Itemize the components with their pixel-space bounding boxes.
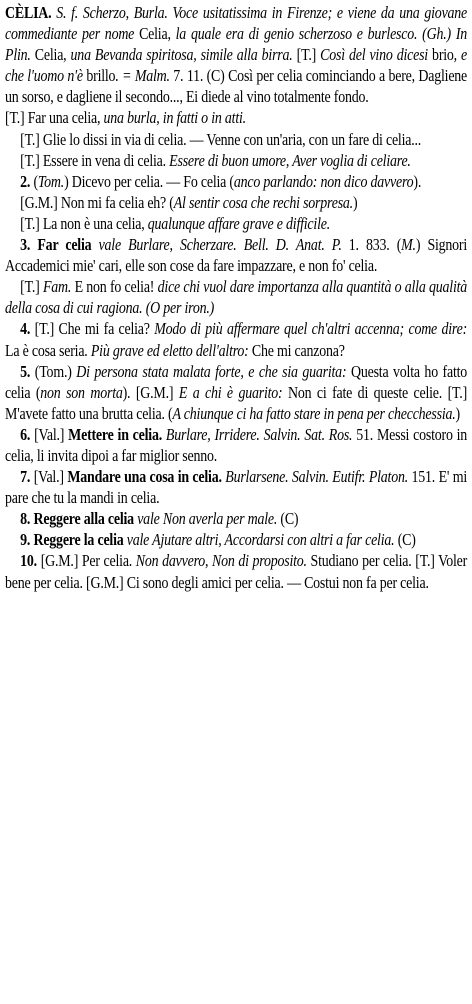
roman-text: [G.M.] Non mi fa celia eh? (	[20, 192, 174, 212]
entry-sense-paragraph	[5, 318, 467, 360]
entry-sense-paragraph	[5, 171, 467, 192]
roman-text: [Val.]	[33, 467, 68, 487]
italic-text: E a chi è guarito:	[178, 382, 289, 402]
roman-text: Celia,	[139, 24, 176, 44]
italic-text: A chiunque ci ha fatto stare in pena per checchessia.	[172, 403, 456, 423]
roman-text: ).	[413, 171, 422, 191]
italic-text: , e che l'uomo n'è	[5, 45, 468, 86]
italic-text: M.	[401, 235, 416, 255]
bold-term: 8. Reggere alla celia	[20, 509, 138, 529]
entry-sense-paragraph	[5, 466, 467, 508]
roman-text: ) Signori Accademici mie' cari, elle son cose da fare impazzare, e non fo' celia.	[5, 235, 468, 276]
italic-text: vale Non averla per male.	[137, 509, 281, 529]
italic-text: Al sentir cosa che rechi sorpresa.	[173, 192, 353, 212]
italic-text: Burlare, Irridere. Salvin. Sat. Ros.	[165, 424, 357, 444]
italic-text: Burlarsene. Salvin. Eutifr. Platon.	[225, 467, 412, 487]
entry-sense-paragraph	[5, 192, 467, 213]
italic-text: una burla, in fatti o in atti.	[103, 108, 246, 128]
roman-text: Questa volta ho fatto celia (	[5, 361, 468, 402]
roman-text: [T.]	[20, 277, 43, 297]
entry-sense-paragraph	[5, 424, 467, 466]
roman-text: ). [G.M.]	[122, 382, 179, 402]
italic-text: Di persona stata malata forte, e che sia guarita:	[76, 361, 351, 381]
roman-text: brio	[432, 45, 454, 65]
bold-term: Mandare una cosa in celia.	[67, 467, 226, 487]
entry-sense-paragraph	[5, 150, 467, 171]
bold-term: 3. Far celia	[20, 235, 99, 255]
roman-text: Non ci fate di queste celie. [T.] M'avete fatto una brutta celia. (	[5, 382, 468, 423]
roman-text: )	[352, 192, 358, 212]
roman-text: (C)	[397, 530, 416, 550]
italic-text: vale Burlare, Scherzare. Bell. D. Anat. P.	[98, 235, 349, 255]
roman-text: [Val.]	[34, 424, 69, 444]
italic-text: Non davvero, Non di proposito.	[135, 551, 311, 571]
roman-text: [T.] Glie lo dissi in via di celia. — Venne con un'aria, con un fare di celia...	[20, 129, 422, 149]
dictionary-entry-celia	[5, 2, 467, 593]
bold-term: 9. Reggere la celia	[20, 530, 127, 550]
bold-term: CÈLIA.	[5, 3, 52, 22]
italic-text: una Bevanda spiritosa, simile alla birra.	[70, 45, 297, 65]
roman-text: ) Dicevo per celia. — Fo celia (	[64, 171, 234, 191]
roman-text: (Tom.)	[34, 361, 77, 381]
roman-text: Celia,	[34, 45, 71, 65]
entry-headword-definition	[5, 2, 467, 107]
italic-text: Tom.	[37, 171, 65, 191]
entry-sense-paragraph	[5, 508, 467, 529]
bold-term: Mettere in celia.	[68, 424, 166, 444]
roman-text: [T.] Che mi fa celia?	[34, 319, 155, 339]
bold-term: 10.	[20, 551, 41, 571]
roman-text: (C)	[280, 509, 299, 529]
entry-sense-paragraph	[5, 529, 467, 550]
roman-text: [G.M.] Per celia.	[40, 551, 136, 571]
italic-text: dice chi vuol dare importanza alla quantità o alla qualità della cosa di cui ragiona. (O per iron.)	[5, 277, 468, 318]
roman-text: E non fo celia!	[74, 277, 158, 297]
roman-text: Studiano per celia. [T.] Voler bene per celia. [G.M.] Ci sono degli amici per celia. — Costui non fa per celia.	[5, 551, 468, 592]
roman-text: Che mi canzona?	[251, 340, 345, 360]
italic-text: la quale era di genio scherzoso e burlesco. (Gh.) In Plin.	[5, 24, 468, 65]
italic-text: vale Ajutare altri, Accordarsi con altri a far celia.	[126, 530, 398, 550]
entry-sense-paragraph	[5, 107, 467, 128]
roman-text: )	[455, 403, 460, 423]
bold-term: 2.	[20, 171, 34, 191]
italic-text: Essere di buon umore, Aver voglia di celiare.	[169, 150, 411, 170]
roman-text: La è cosa seria.	[5, 340, 91, 360]
bold-term: 4.	[20, 319, 35, 339]
roman-text: [T.]	[296, 45, 321, 65]
italic-text: anco parlando: non dico davvero	[233, 171, 414, 191]
entry-sense-paragraph	[5, 276, 467, 318]
italic-text: qualunque affare grave e difficile.	[147, 213, 330, 233]
italic-text: Scherzo, Burla. Voce usitatissima in Firenze; e viene da una giovane commediante per nome	[5, 3, 468, 44]
roman-text: [T.] Essere in vena di celia.	[20, 150, 170, 170]
roman-text: 51. Messi costoro in celia, li invita dipoi a far miglior senno.	[5, 424, 468, 465]
roman-text: 1. 833. (	[348, 235, 402, 255]
entry-sense-paragraph	[5, 129, 467, 150]
italic-text: Modo di più affermare quel ch'altri accenna; come dire:	[154, 319, 468, 339]
italic-text: Così del vino dicesi	[320, 45, 433, 65]
entry-sense-paragraph	[5, 213, 467, 234]
entry-sense-paragraph	[5, 361, 467, 424]
italic-text: . = Malm.	[115, 66, 174, 86]
bold-term: 7.	[20, 467, 34, 487]
italic-text: non son morta	[40, 382, 123, 402]
roman-text: brillo	[86, 66, 116, 86]
entry-sense-paragraph	[5, 234, 467, 276]
italic-text: S. f.	[51, 3, 83, 22]
italic-text: Fam.	[42, 277, 75, 297]
entry-sense-paragraph	[5, 550, 467, 592]
italic-text: Più grave ed eletto dell'altro:	[90, 340, 252, 360]
roman-text: [T.] Far una celia,	[5, 108, 104, 128]
roman-text: (	[33, 171, 38, 191]
roman-text: 151. E' mi pare che tu la mandi in celia.	[5, 467, 468, 508]
bold-term: 6.	[20, 424, 35, 444]
roman-text: 7. 11. (C) Così per celia cominciando a bere, Dagliene un sorso, e dagliene il secondo..., Ei diede al vino totalmente fondo.	[5, 66, 468, 107]
roman-text: [T.] La non è una celia,	[20, 213, 148, 233]
bold-term: 5.	[20, 361, 35, 381]
